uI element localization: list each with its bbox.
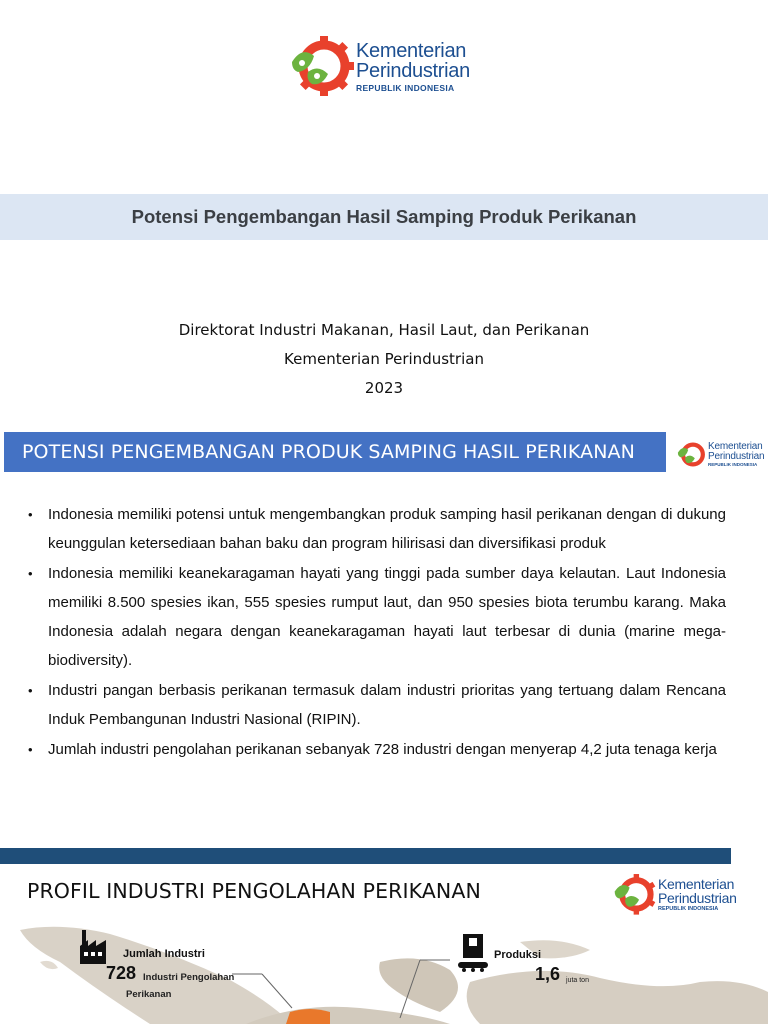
directorate-name: Direktorat Industri Makanan, Hasil Laut, dan Perikanan xyxy=(178,321,590,339)
logo-line-1: Kementerian xyxy=(708,441,763,453)
bullet-item: • Indonesia memiliki potensi untuk mengembangkan produk samping hasil perikanan dengan di dukung keunggulan ketersediaan bahan baku dan program hilirisasi dan diversifikasi produk xyxy=(28,500,726,558)
industry-count-note-2: Perikanan xyxy=(126,989,172,1000)
production-unit: juta ton xyxy=(566,977,589,984)
kemenperin-logo-medium xyxy=(612,874,737,916)
logo-line-2: Perindustrian xyxy=(658,890,737,907)
kemenperin-logo-small xyxy=(676,440,764,470)
slide3-heading: PROFIL INDUSTRI PENGOLAHAN PERIKANAN xyxy=(27,879,481,903)
industry-count-label: Jumlah Industri xyxy=(123,948,205,960)
logo-line-1: Kementerian xyxy=(658,876,735,893)
bullet-item: • Industri pangan berbasis perikanan termasuk dalam industri prioritas yang tertuang dalam Rencana Induk Pembangunan Industri Nasional (RIPIN). xyxy=(28,676,726,734)
organization-block xyxy=(0,316,768,403)
slide1-title: Potensi Pengembangan Hasil Samping Produk Perikanan xyxy=(131,206,637,227)
gear-leaf-logo-icon xyxy=(676,440,708,470)
production-label: Produksi xyxy=(494,949,542,961)
logo-line-2: Perindustrian xyxy=(356,60,470,83)
industry-count-note-1: Industri Pengolahan xyxy=(143,972,235,983)
slide1-title-band xyxy=(0,194,768,240)
year: 2023 xyxy=(364,379,404,397)
bullet-item: • Jumlah industri pengolahan perikanan sebanyak 728 industri dengan menyerap 4,2 juta tenaga kerja xyxy=(28,735,726,764)
logo-line-3: REPUBLIK INDONESIA xyxy=(708,462,758,468)
slide3-top-bar xyxy=(0,848,731,864)
production-box-icon xyxy=(458,934,488,972)
bullet-list xyxy=(28,500,726,765)
gear-leaf-logo-icon xyxy=(612,874,658,916)
gear-leaf-logo-icon xyxy=(288,36,356,98)
production-value: 1,6 xyxy=(535,964,561,984)
industry-count-value: 728 xyxy=(106,963,137,983)
logo-line-1: Kementerian xyxy=(356,40,467,63)
slide2-heading-band xyxy=(4,432,666,472)
logo-line-3: REPUBLIK INDONESIA xyxy=(658,906,719,913)
factory-icon xyxy=(80,930,106,964)
ministry-name: Kementerian Perindustrian xyxy=(284,350,484,368)
bullet-item: • Indonesia memiliki keanekaragaman hayati yang tinggi pada sumber daya kelautan. Laut Indonesia memiliki 8.500 spesies ikan, 555 spesies rumput laut, dan 950 spesies biota terumbu karang. Maka Indonesia adalah negara dengan keanekaragaman hayati laut terbesar di dunia (marine mega-biodiversity). xyxy=(28,559,726,675)
logo-line-3: REPUBLIK INDONESIA xyxy=(356,83,455,94)
kemenperin-logo xyxy=(288,36,470,98)
logo-line-2: Perindustrian xyxy=(708,451,765,463)
slide2-heading: POTENSI PENGEMBANGAN PRODUK SAMPING HASIL PERIKANAN xyxy=(22,441,635,463)
